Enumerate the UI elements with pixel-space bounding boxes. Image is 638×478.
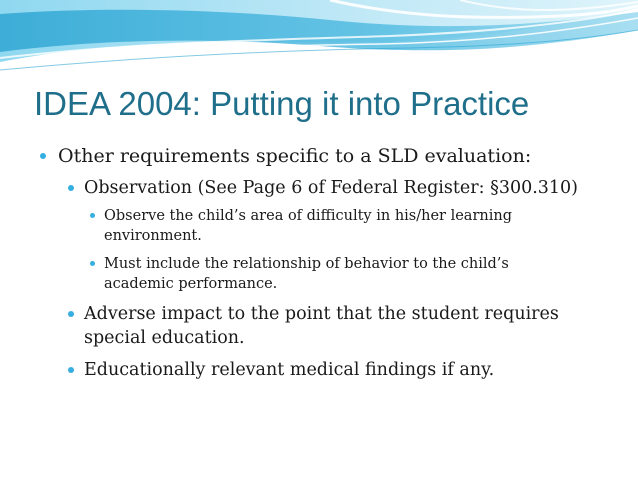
bullet-dot-icon [68,311,74,317]
bullet-dot-icon [90,261,95,266]
bullet-text-line-1: Must include the relationship of behavior to the child’s [104,256,509,272]
bullet-text-line-2: environment. [104,228,202,244]
bullet-text-line-2: academic performance. [104,276,278,292]
bullet-item-medical-findings [84,358,494,382]
bullet-item-must-include [104,254,509,294]
bullet-text: Educationally relevant medical findings if any. [84,360,495,380]
bullet-item-other-requirements [58,144,531,168]
bullet-dot-icon [68,185,74,191]
bullet-text-line-1: Adverse impact to the point that the student requires [84,304,559,324]
decorative-wave-banner [0,0,638,90]
bullet-item-adverse-impact [84,302,559,350]
bullet-item-observation [84,176,578,200]
bullet-dot-icon [40,153,46,159]
bullet-dot-icon [90,213,95,218]
bullet-item-observe-area [104,206,512,246]
bullet-text: Observation (See Page 6 of Federal Register: §300.310) [84,178,579,198]
bullet-text-line-1: Observe the child’s area of difficulty in his/her learning [104,208,512,224]
slide-title: IDEA 2004: Putting it into Practice [34,85,530,122]
bullet-text-line-2: special education. [84,328,245,348]
bullet-dot-icon [68,367,74,373]
bullet-text: Other requirements specific to a SLD evaluation: [58,145,532,167]
